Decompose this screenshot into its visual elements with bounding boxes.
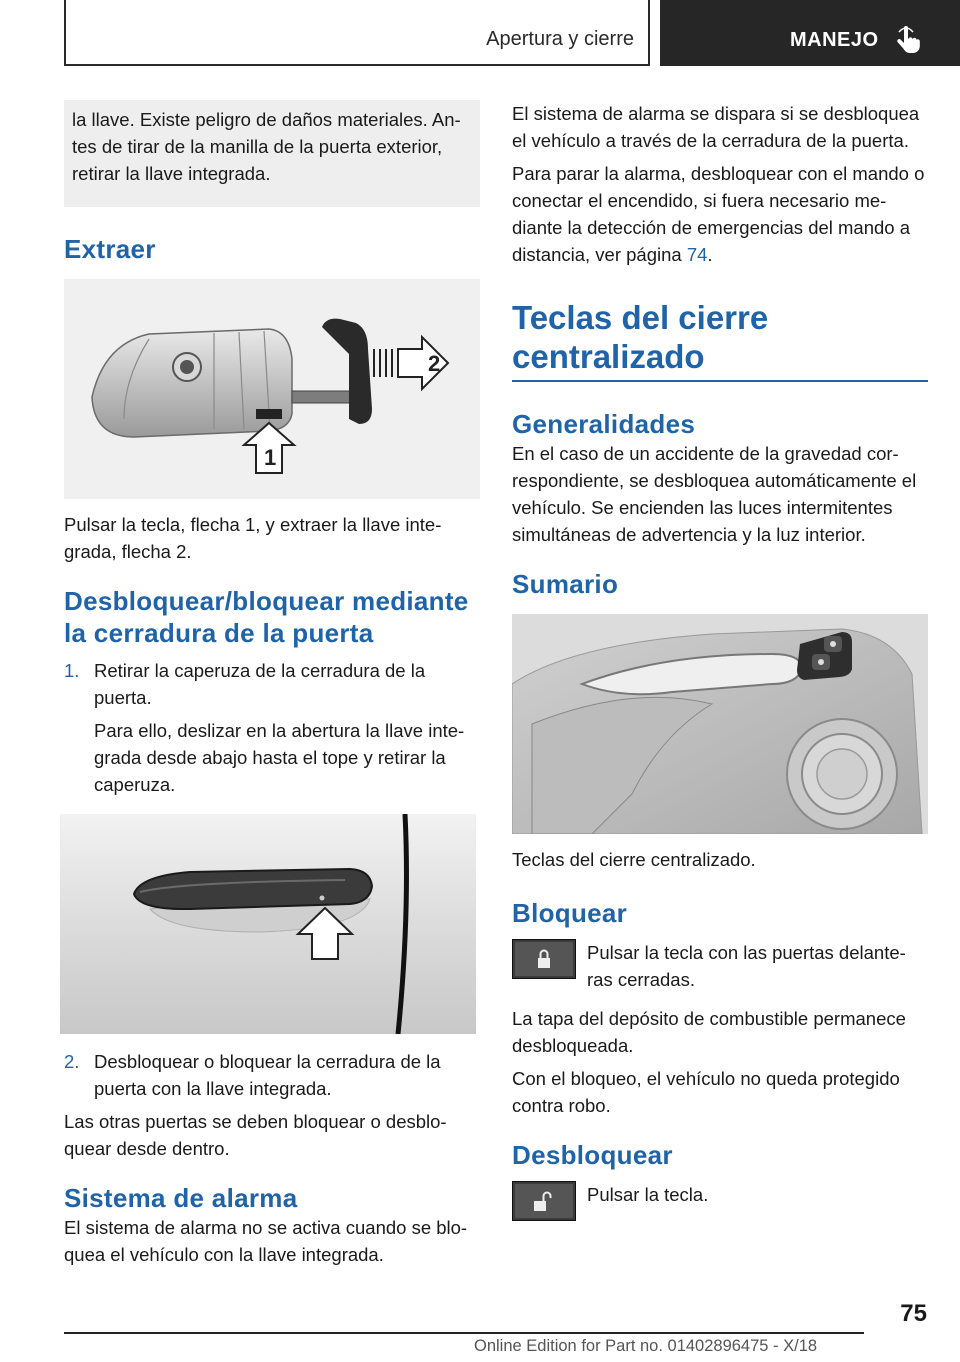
bloquear-text-1: La tapa del depósito de combustible permanece desbloqueada. xyxy=(512,1008,906,1056)
heading-desbloquear: Desbloquear xyxy=(512,1140,673,1170)
warning-note xyxy=(64,100,480,207)
extraer-text: Pulsar la tecla, flecha 1, y extraer la llave inte‐ grada, flecha 2. xyxy=(64,514,442,562)
hand-pointer-icon xyxy=(896,26,920,54)
desbloquear-key-text: Pulsar la tecla. xyxy=(587,1184,709,1205)
page-number: 75 xyxy=(900,1300,927,1327)
heading-sumario: Sumario xyxy=(512,569,619,599)
sumario-caption: Teclas del cierre centralizado. xyxy=(512,849,756,870)
desbloquear-key-row xyxy=(512,1181,928,1241)
release-button xyxy=(256,409,282,419)
step-1-subtext: Para ello, deslizar en la abertura la llave inte‐ grada desde abajo hasta el tope y retirar la caperuza. xyxy=(94,720,465,795)
heading-alarm: Sistema de alarma xyxy=(64,1183,298,1213)
heading-teclas-cierre: Teclas del cierre centralizado xyxy=(512,298,928,382)
heading-extraer: Extraer xyxy=(64,234,156,264)
bloquear-text-2: Con el bloqueo, el vehículo no queda protegido contra robo. xyxy=(512,1068,900,1116)
unlock-key-icon xyxy=(512,1181,576,1221)
bloquear-key-row xyxy=(512,939,928,999)
lock-key-icon xyxy=(512,939,576,979)
chapter-title: Apertura y cierre xyxy=(486,28,634,50)
alarm-text-2-body: Para parar la alarma, desbloquear con el mando o conectar el encendido, si fuera necesario me‐ diante la detección de emergencias del mando a distancia, ver página xyxy=(512,163,925,265)
alarm-text-2-end: . xyxy=(707,244,713,265)
step-2 xyxy=(64,1048,480,1102)
step-1 xyxy=(64,657,480,711)
door-handle-figure xyxy=(60,814,476,1034)
bloquear-key-text: Pulsar la tecla con las puertas delante‐ ras cerradas. xyxy=(587,942,906,990)
alarm-text-2 xyxy=(512,160,928,268)
header-section-box xyxy=(660,0,960,66)
central-lock-buttons-figure xyxy=(512,614,928,834)
alarm-text-1: El sistema de alarma se dispara si se desbloquea el vehículo a través de la cerradura de la puerta. xyxy=(512,103,920,151)
arrow-label-1: 1 xyxy=(264,445,277,470)
header-chapter-box xyxy=(64,0,650,66)
door-lock-steps-continued xyxy=(64,1048,480,1102)
heading-door-lock: Desbloquear/bloquear mediante la cerradura de la puerta xyxy=(64,586,469,648)
alarm-text: El sistema de alarma no se activa cuando se blo‐ quea el vehículo con la llave integrada. xyxy=(64,1217,468,1265)
heading-bloquear: Bloquear xyxy=(512,898,628,928)
other-doors-text: Las otras puertas se deben bloquear o desblo‐ quear desde dentro. xyxy=(64,1111,447,1159)
footer-rule xyxy=(64,1332,864,1334)
right-column xyxy=(512,100,928,1247)
section-title: MANEJO xyxy=(790,29,879,51)
lock-cylinder xyxy=(320,896,325,901)
door-lock-steps xyxy=(64,657,480,711)
door-handle xyxy=(134,869,372,909)
heading-generalidades: Generalidades xyxy=(512,409,696,439)
generalidades-text: En el caso de un accidente de la gravedad cor‐ respondiente, se desbloquea automáticamente el vehículo. Se encienden las luces intermitentes simultáneas de advertencia y la luz interior. xyxy=(512,443,917,545)
key-cap xyxy=(322,319,372,424)
key-fob-body xyxy=(92,329,292,437)
step-1-text: Retirar la caperuza de la cerradura de la puerta. xyxy=(94,660,426,708)
door-speaker xyxy=(787,719,897,829)
step-1-number: 1. xyxy=(64,660,80,681)
page-74-link[interactable]: 74 xyxy=(686,244,708,265)
step-2-text: Desbloquear o bloquear la cerradura de la puerta con la llave integrada. xyxy=(94,1051,441,1099)
step-2-number: 2. xyxy=(64,1051,80,1072)
key-extraction-figure xyxy=(64,279,480,499)
edition-footer: Online Edition for Part no. 01402896475 - X/18 xyxy=(474,1337,818,1355)
warning-note-text: la llave. Existe peligro de daños materiales. An‐ tes de tirar de la manilla de la puerta exterior, retirar la llave integrada. xyxy=(72,109,461,184)
arrow-label-2: 2 xyxy=(428,351,441,376)
left-column xyxy=(64,100,480,1274)
